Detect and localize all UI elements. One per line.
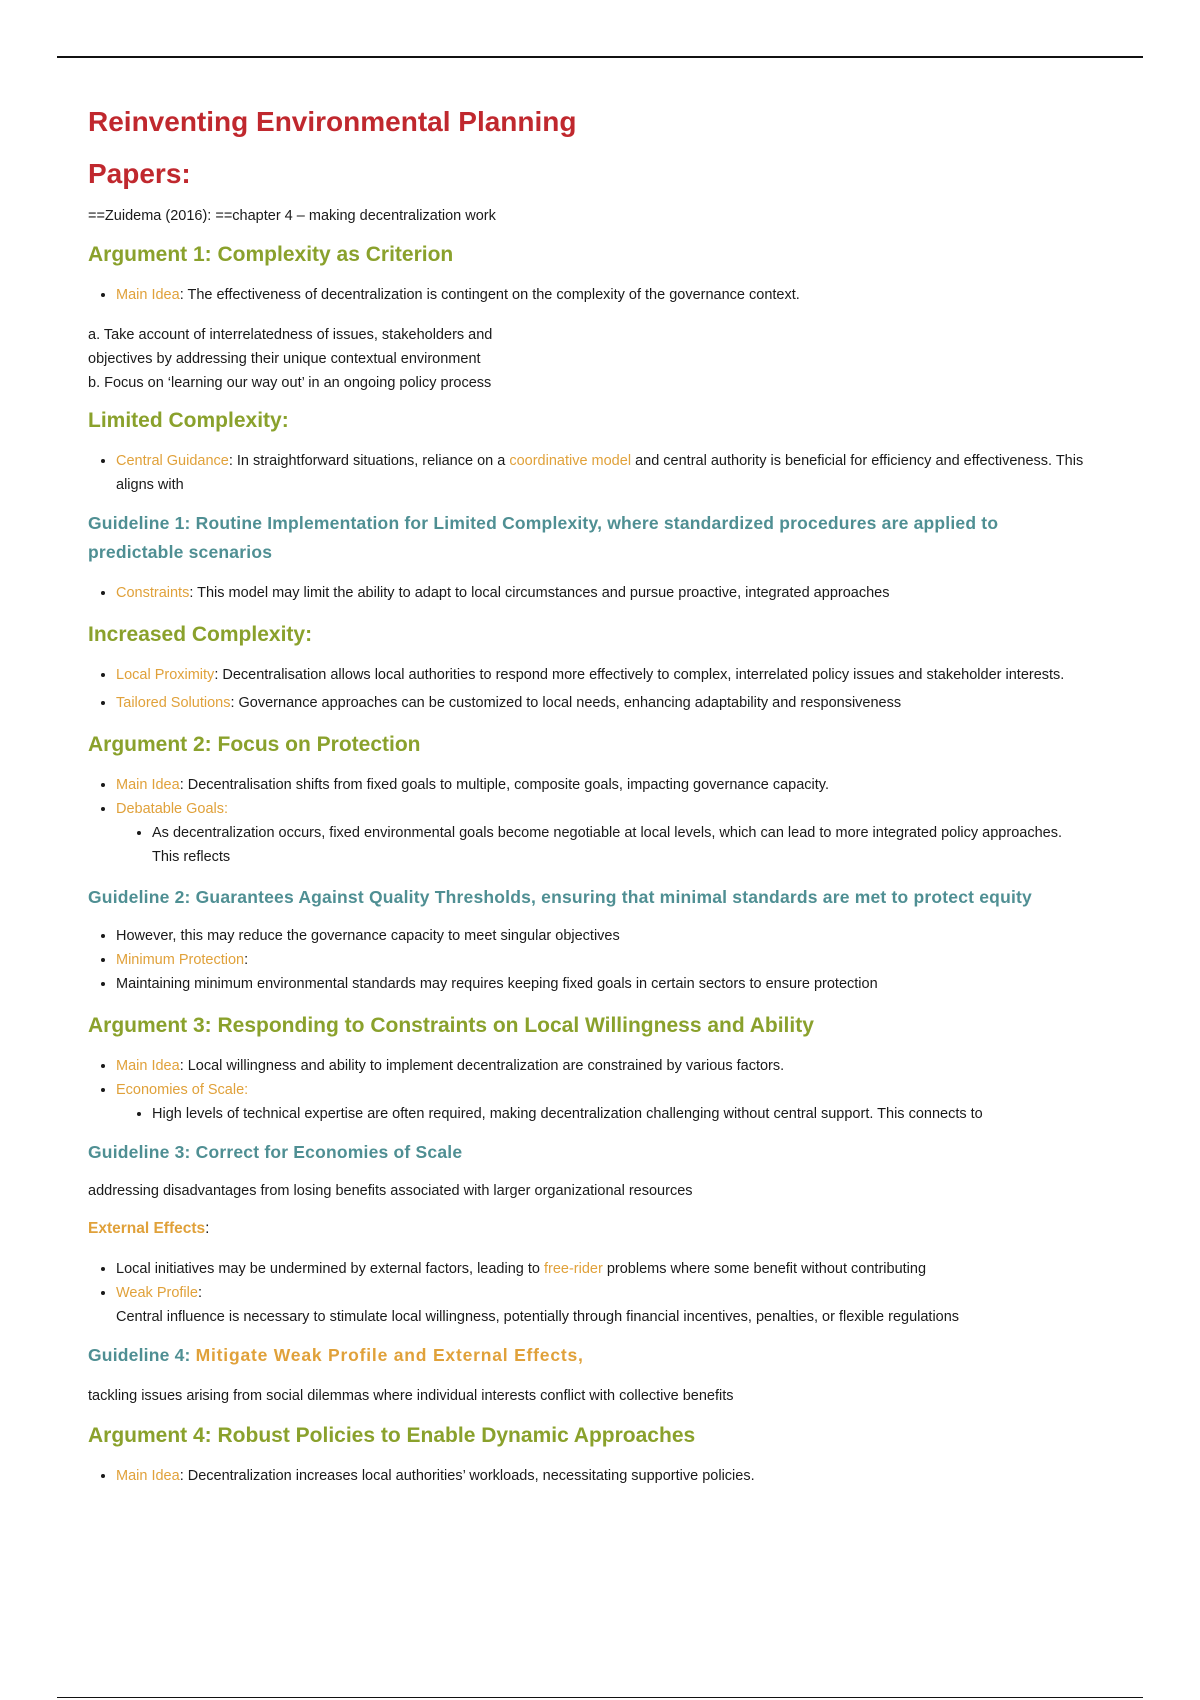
argument-1-heading: Argument 1: Complexity as Criterion bbox=[88, 243, 454, 266]
constraints-label: Constraints bbox=[116, 585, 190, 601]
main-idea-label: Main Idea bbox=[116, 777, 180, 793]
papers-heading: Papers: bbox=[88, 158, 191, 189]
argument-4-heading: Argument 4: Robust Policies to Enable Dynamic Approaches bbox=[88, 1424, 696, 1447]
guideline-3-heading: Guideline 3: Correct for Economies of Scale bbox=[88, 1142, 463, 1162]
page-title: Reinventing Environmental Planning bbox=[88, 106, 577, 137]
tailored-solutions-label: Tailored Solutions bbox=[116, 695, 231, 711]
main-idea-label: Main Idea bbox=[116, 1468, 180, 1484]
list-item: • Tailored Solutions: Governance approaches can be customized to local needs, enhancing adaptability and responsiveness bbox=[116, 691, 1088, 715]
local-proximity-label: Local Proximity bbox=[116, 667, 215, 683]
argument-2-list bbox=[88, 773, 1088, 869]
external-effects-list bbox=[88, 1257, 1088, 1329]
argument-3-heading: Argument 3: Responding to Constraints on Local Willingness and Ability bbox=[88, 1014, 814, 1037]
guideline-4-heading: Guideline 4: Mitigate Weak Profile and External Effects, bbox=[88, 1345, 584, 1365]
list-item: • Minimum Protection: bbox=[116, 948, 1088, 972]
document-body bbox=[88, 96, 1088, 1488]
constraints-list bbox=[88, 581, 1088, 605]
list-item: • Central Guidance: In straightforward situations, reliance on a coordinative model and central authority is beneficial for efficiency and effectiveness. This aligns with bbox=[116, 449, 1088, 497]
debatable-goals-label: Debatable Goals bbox=[116, 801, 225, 817]
minimum-protection-label: Minimum Protection bbox=[116, 952, 245, 968]
debatable-goals-sublist bbox=[116, 821, 1088, 869]
guideline-1-heading: Guideline 1: Routine Implementation for Limited Complexity, where standardized procedures are applied to predictable scenarios bbox=[88, 513, 999, 562]
guideline-2-heading: Guideline 2: Guarantees Against Quality Thresholds, ensuring that minimal standards are met to protect equity bbox=[88, 887, 1032, 907]
list-item: • Main Idea: Decentralization increases local authorities’ workloads, necessitating supportive policies. bbox=[116, 1464, 1088, 1488]
list-item: • Weak Profile: Central influence is necessary to stimulate local willingness, potentially through financial incentives, penalties, or flexible regulations bbox=[116, 1281, 1088, 1329]
limited-complexity-list bbox=[88, 449, 1088, 497]
list-item: • Main Idea: Local willingness and ability to implement decentralization are constrained by various factors. bbox=[116, 1054, 1088, 1078]
bottom-rule bbox=[57, 1697, 1143, 1698]
top-rule bbox=[57, 56, 1143, 58]
tackling-line: tackling issues arising from social dilemmas where individual interests conflict with collective benefits bbox=[88, 1388, 734, 1404]
weak-profile-label: Weak Profile bbox=[116, 1285, 198, 1301]
central-guidance-label: Central Guidance bbox=[116, 453, 229, 469]
list-item: • Constraints: This model may limit the ability to adapt to local circumstances and pursue proactive, integrated approaches bbox=[116, 581, 1088, 605]
list-item: • However, this may reduce the governance capacity to meet singular objectives bbox=[116, 924, 1088, 948]
point-a-line2: objectives by addressing their unique contextual environment bbox=[88, 351, 481, 367]
increased-complexity-list bbox=[88, 663, 1088, 715]
economies-of-scale-label: Economies of Scale bbox=[116, 1082, 245, 1098]
list-item: • Economies of Scale: • High levels of technical expertise are often required, making decentralization challenging without central support. This connects to bbox=[116, 1078, 1088, 1126]
external-effects-heading: External Effects: bbox=[88, 1220, 210, 1237]
guideline-2-list bbox=[88, 924, 1088, 996]
point-b: b. Focus on ‘learning our way out’ in an ongoing policy process bbox=[88, 375, 492, 391]
list-item: • Local Proximity: Decentralisation allows local authorities to respond more effectively to complex, interrelated policy issues and stakeholder interests. bbox=[116, 663, 1088, 687]
list-item: • High levels of technical expertise are often required, making decentralization challenging without central support. This connects to bbox=[152, 1102, 1088, 1126]
argument-1-list bbox=[88, 283, 1088, 307]
limited-complexity-heading: Limited Complexity: bbox=[88, 409, 289, 432]
list-item: • As decentralization occurs, fixed environmental goals become negotiable at local levels, which can lead to more integrated policy approaches. This reflects bbox=[152, 821, 1088, 869]
addressing-line: addressing disadvantages from losing benefits associated with larger organizational resources bbox=[88, 1183, 693, 1199]
list-item: • Local initiatives may be undermined by external factors, leading to free-rider problems where some benefit without contributing bbox=[116, 1257, 1088, 1281]
point-a-line1: a. Take account of interrelatedness of issues, stakeholders and bbox=[88, 327, 493, 343]
list-item: • Maintaining minimum environmental standards may requires keeping fixed goals in certain sectors to ensure protection bbox=[116, 972, 1088, 996]
argument-2-heading: Argument 2: Focus on Protection bbox=[88, 733, 421, 756]
source-line: ==Zuidema (2016): ==chapter 4 – making decentralization work bbox=[88, 208, 496, 224]
argument-3-list bbox=[88, 1054, 1088, 1126]
main-idea-label: Main Idea bbox=[116, 1058, 180, 1074]
main-idea-label: Main Idea bbox=[116, 287, 180, 303]
argument-4-list bbox=[88, 1464, 1088, 1488]
list-item: • Main Idea: Decentralisation shifts from fixed goals to multiple, composite goals, impacting governance capacity. bbox=[116, 773, 1088, 797]
coordinative-model-keyword: coordinative model bbox=[509, 453, 632, 469]
free-rider-keyword: free-rider bbox=[543, 1261, 603, 1277]
economies-sublist bbox=[116, 1102, 1088, 1126]
increased-complexity-heading: Increased Complexity: bbox=[88, 623, 313, 646]
list-item: • Main Idea: The effectiveness of decentralization is contingent on the complexity of the governance context. bbox=[116, 283, 1088, 307]
list-item: • Debatable Goals: • As decentralization occurs, fixed environmental goals become negotiable at local levels, which can lead to more integrated policy approaches. This reflects bbox=[116, 797, 1088, 869]
